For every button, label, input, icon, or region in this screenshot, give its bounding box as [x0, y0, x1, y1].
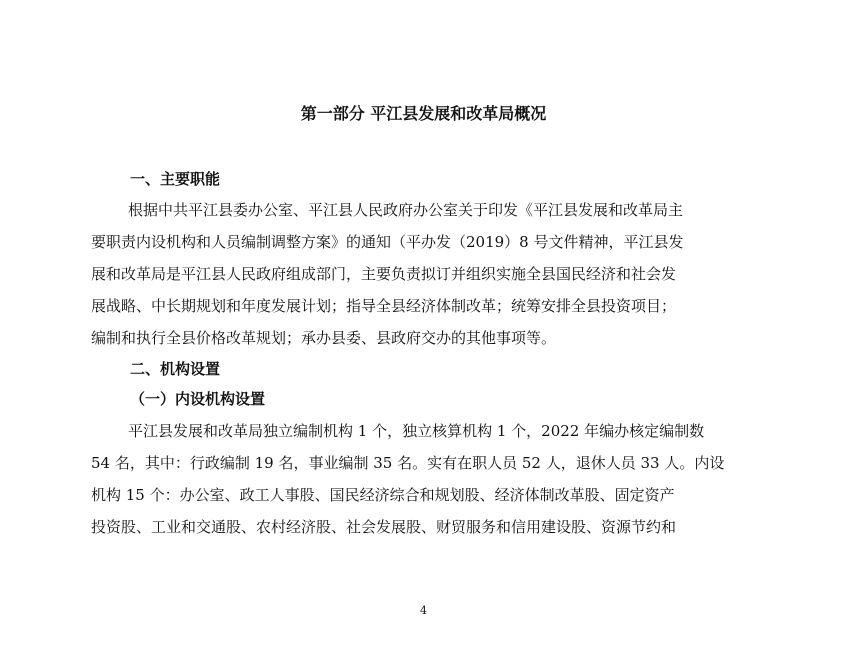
- section-heading-main-functions: 一、主要职能: [130, 170, 221, 188]
- paragraph-line: 编制和执行全县价格改革规划；承办县委、县政府交办的其他事项等。: [91, 329, 557, 347]
- paragraph-line: 要职责内设机构和人员编制调整方案》的通知（平办发（2019）8 号文件精神，平江县发: [91, 233, 684, 251]
- paragraph-line: 根据中共平江县委办公室、平江县人民政府办公室关于印发《平江县发展和改革局主: [128, 201, 684, 219]
- page-number: 4: [420, 604, 427, 617]
- paragraph-line: 平江县发展和改革局独立编制机构 1 个，独立核算机构 1 个，2022 年编办核定编制数: [128, 422, 705, 440]
- paragraph-line: 展和改革局是平江县人民政府组成部门，主要负责拟订并组织实施全县国民经济和社会发: [91, 265, 677, 283]
- paragraph-line: 投资股、工业和交通股、农村经济股、社会发展股、财贸服务和信用建设股、资源节约和: [91, 518, 677, 536]
- subsection-heading-internal-units: （一）内设机构设置: [130, 390, 266, 408]
- page-title: 第一部分 平江县发展和改革局概况: [300, 104, 547, 123]
- section-heading-organization: 二、机构设置: [130, 360, 221, 378]
- paragraph-line: 54 名，其中：行政编制 19 名，事业编制 35 名。实有在职人员 52 人，退休人员 33 人。内设: [91, 454, 725, 472]
- paragraph-line: 机构 15 个：办公室、政工人事股、国民经济综合和规划股、经济体制改革股、固定资产: [91, 486, 675, 504]
- paragraph-line: 展战略、中长期规划和年度发展计划；指导全县经济体制改革；统筹安排全县投资项目；: [91, 297, 677, 315]
